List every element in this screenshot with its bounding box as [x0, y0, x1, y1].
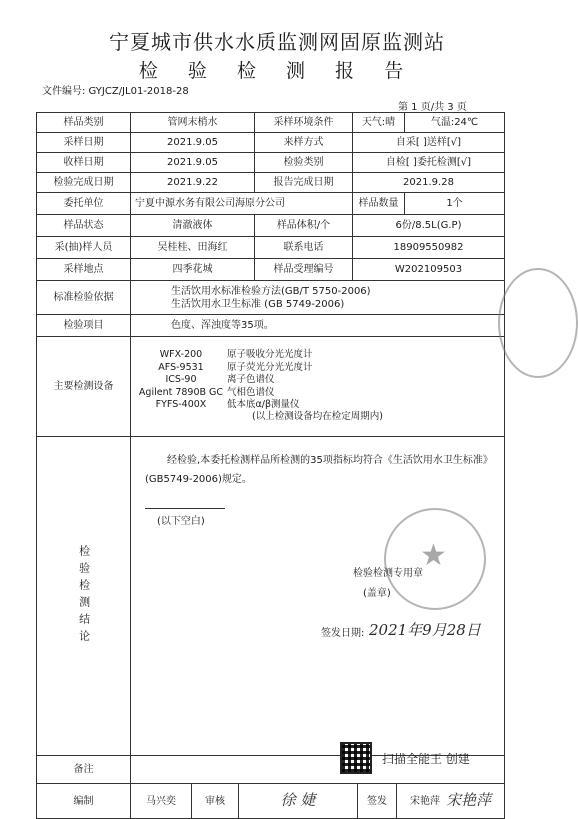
- row-equipment: [37, 337, 505, 437]
- value: 2021.9.28: [353, 173, 505, 193]
- label: 采样日期: [37, 133, 131, 153]
- value: 气温:24℃: [405, 113, 505, 133]
- row-finish-date: [37, 173, 505, 193]
- row-client: [37, 193, 505, 215]
- compiler-name: 马兴奕: [146, 795, 176, 807]
- value: 2021.9.05: [131, 133, 255, 153]
- equipment-name: 气相色谱仪: [227, 386, 275, 398]
- equipment-name: 低本底α/β测量仪: [227, 398, 300, 410]
- qr-code-icon: [340, 742, 372, 774]
- label: 编制: [37, 784, 131, 819]
- equipment-note: (以上检测设备均在检定周期内): [252, 411, 383, 423]
- equipment-name: 原子荧光分光光度计: [227, 361, 313, 373]
- label: 报告完成日期: [255, 173, 353, 193]
- label: 来样方式: [255, 133, 353, 153]
- equipment-model: Agilent 7890B GC: [138, 386, 224, 398]
- row-sample-type: [37, 113, 505, 133]
- value: 吴桂桂、田海红: [131, 237, 255, 259]
- label: 采样地点: [37, 259, 131, 281]
- conclusion-box: [131, 437, 504, 755]
- basis-cell: [131, 281, 505, 315]
- label: 采样环境条件: [255, 113, 353, 133]
- label: 检验完成日期: [37, 173, 131, 193]
- value: 四季花城: [131, 259, 255, 281]
- value: 1个: [405, 193, 505, 215]
- label: 收样日期: [37, 153, 131, 173]
- equipment-model: WFX-200: [159, 349, 203, 361]
- report-table: [36, 112, 505, 819]
- label: 样品数量: [353, 193, 405, 215]
- row-sampling-date: [37, 133, 505, 153]
- label: 联系电话: [255, 237, 353, 259]
- row-conclusion: [37, 437, 505, 756]
- conclusion-text: 经检验,本委托检测样品所检测的35项指标均符合《生活饮用水卫生标准》(GB5749-2006)规定。: [145, 455, 493, 485]
- conclusion-cell: [131, 437, 505, 756]
- label: 样品体积/个: [255, 215, 353, 237]
- seal-note: (盖章): [363, 588, 391, 599]
- basis-line: 生活饮用水卫生标准 (GB 5749-2006): [171, 298, 345, 310]
- label: 备注: [37, 756, 131, 784]
- scanner-watermark-text: 扫描全能王 创建: [382, 751, 470, 766]
- value: 宁夏中源水务有限公司海原分公司: [131, 193, 353, 215]
- equipment-item: [135, 374, 500, 386]
- label: 检验检测结论: [77, 545, 91, 647]
- signer-cell: [397, 784, 504, 818]
- row-items: [37, 315, 505, 337]
- label: 标准检验依据: [37, 281, 131, 315]
- signer-label: 签发: [357, 784, 397, 818]
- label: 样品受理编号: [255, 259, 353, 281]
- equipment-item: [135, 399, 500, 411]
- equipment-model: FYFS-400X: [155, 398, 207, 410]
- row-signatures: [37, 784, 505, 819]
- seal-label: 检验检测专用章: [353, 568, 423, 579]
- signer-signature: 宋艳萍: [445, 791, 491, 810]
- signer-name: 宋艳萍: [409, 795, 440, 807]
- doc-number: 文件编号: GYJCZ/JL01-2018-28: [42, 86, 189, 97]
- value: 2021.9.05: [131, 153, 255, 173]
- reviewer-label: 审核: [191, 784, 239, 818]
- value: 天气:晴: [353, 113, 405, 133]
- row-basis: [37, 281, 505, 315]
- label: 委托单位: [37, 193, 131, 215]
- label: 样品状态: [37, 215, 131, 237]
- equipment-rows: [135, 349, 500, 411]
- reviewer-signature: 徐 婕: [280, 791, 316, 810]
- value: 管网末梢水: [131, 113, 255, 133]
- value: 清澈液体: [131, 215, 255, 237]
- equipment-name: 离子色谱仪: [227, 374, 275, 386]
- blank-below-note: (以下空白): [157, 516, 205, 527]
- issue-date-handwritten: 2021年9月28日: [369, 621, 481, 639]
- scanner-footer: [340, 742, 470, 774]
- label: 样品类别: [37, 113, 131, 133]
- signature-cell: [131, 784, 505, 819]
- org-title: 宁夏城市供水水质监测网固原监测站: [109, 30, 445, 54]
- basis-line: 生活饮用水标准检验方法(GB/T 5750-2006): [171, 285, 371, 297]
- value: 自检[ ]委托检测[√]: [353, 153, 505, 173]
- equipment-list: [131, 337, 505, 437]
- seal-star-icon: ★: [420, 538, 447, 573]
- row-location: [37, 259, 505, 281]
- report-title: 检 验 检 测 报 告: [138, 60, 416, 82]
- value: 色度、浑浊度等35项。: [131, 315, 505, 337]
- edge-seal: [498, 268, 578, 378]
- page-number: 第 1 页/共 3 页: [398, 102, 467, 113]
- equipment-name: 原子吸收分光光度计: [227, 349, 313, 361]
- row-state: [37, 215, 505, 237]
- label: 检验类别: [255, 153, 353, 173]
- value: 自采[ ]送样[√]: [353, 133, 505, 153]
- value: 18909550982: [353, 237, 505, 259]
- equipment-item: [135, 387, 500, 399]
- equipment-item: [135, 349, 500, 361]
- blank-line: [145, 497, 225, 509]
- label: 检验项目: [37, 315, 131, 337]
- row-receive-date: [37, 153, 505, 173]
- equipment-item: [135, 362, 500, 374]
- row-sampler: [37, 237, 505, 259]
- conclusion-label-cell: [37, 437, 131, 756]
- label: 采(抽)样人员: [37, 237, 131, 259]
- label: 主要检测设备: [37, 337, 131, 437]
- equipment-model: ICS-90: [165, 374, 197, 386]
- issue-date-label: 签发日期:: [321, 628, 365, 639]
- value: 2021.9.22: [131, 173, 255, 193]
- equipment-model: AFS-9531: [158, 361, 204, 373]
- value: 6份/8.5L(G.P): [353, 215, 505, 237]
- value: W202109503: [353, 259, 505, 281]
